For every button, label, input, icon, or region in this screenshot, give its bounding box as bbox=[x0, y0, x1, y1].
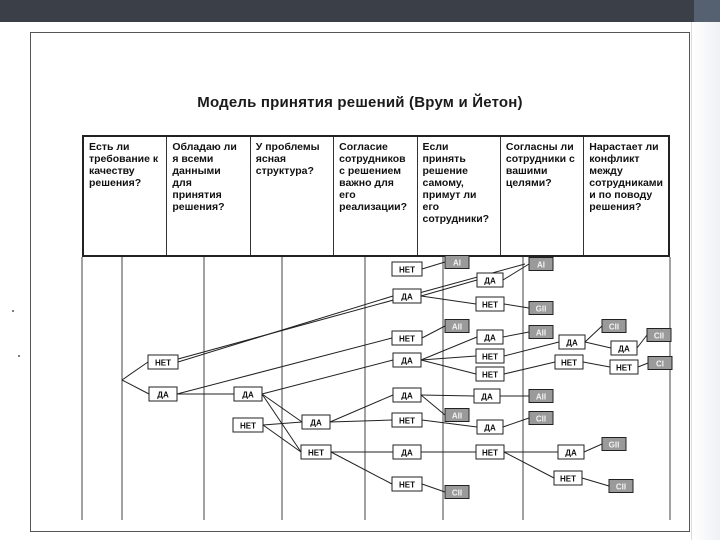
tree-branch-line bbox=[422, 484, 445, 492]
tree-branch-line bbox=[637, 335, 647, 348]
tree-branch-line bbox=[421, 395, 474, 396]
tree-branch-line bbox=[638, 363, 648, 367]
tree-branch-line bbox=[503, 418, 529, 427]
answer-label: ДА bbox=[401, 391, 413, 401]
tree-branch-line bbox=[331, 452, 392, 484]
answer-label: НЕТ bbox=[561, 358, 577, 368]
leadership-style-label: AII bbox=[535, 328, 547, 338]
scan-speck bbox=[12, 310, 14, 312]
leadership-style-label: AI bbox=[453, 258, 461, 268]
tree-branch-line bbox=[177, 338, 392, 394]
tree-branch-line bbox=[504, 452, 554, 478]
answer-label: ДА bbox=[310, 418, 322, 428]
question-5-cell: Если принять решение самому, примут ли его сотрудники? bbox=[418, 137, 501, 255]
diagram-title: Модель принятия решений (Врум и Йетон) bbox=[197, 94, 523, 111]
answer-label: НЕТ bbox=[240, 421, 256, 431]
leadership-style-label: AI bbox=[537, 260, 545, 270]
answer-label: ДА bbox=[565, 448, 577, 458]
answer-label: ДА bbox=[401, 356, 413, 366]
tree-branch-line bbox=[504, 362, 555, 374]
tree-branch-line bbox=[330, 420, 392, 422]
answer-label: ДА bbox=[242, 390, 254, 400]
tree-branch-line bbox=[422, 326, 445, 338]
tree-branch-line bbox=[421, 280, 477, 296]
leadership-style-label: CI bbox=[656, 359, 664, 369]
question-6-cell: Согласны ли сотрудники с вашими целями? bbox=[501, 137, 584, 255]
answer-label: НЕТ bbox=[482, 370, 498, 380]
tree-branch-line bbox=[421, 395, 445, 415]
tree-branch-line bbox=[585, 342, 611, 348]
answer-label: ДА bbox=[484, 276, 496, 286]
tree-branch-line bbox=[504, 304, 529, 308]
question-2-cell: Обладаю ли я всеми данными для принятия решения? bbox=[167, 137, 250, 255]
answer-label: НЕТ bbox=[482, 352, 498, 362]
answer-label: ДА bbox=[401, 292, 413, 302]
answer-label: ДА bbox=[484, 333, 496, 343]
tree-branch-line bbox=[421, 360, 476, 374]
leadership-style-label: CII bbox=[451, 488, 463, 498]
answer-label: НЕТ bbox=[482, 300, 498, 310]
question-1-cell: Есть ли требование к качеству решения? bbox=[84, 137, 167, 255]
tree-branch-line bbox=[178, 296, 393, 362]
tree-branch-line bbox=[583, 362, 610, 367]
leadership-style-label: CII bbox=[615, 482, 627, 492]
answer-label: НЕТ bbox=[482, 448, 498, 458]
question-7-cell: Нарастает ли конфликт между сотрудниками и по поводу решения? bbox=[589, 141, 664, 213]
leadership-style-label: GII bbox=[535, 304, 547, 314]
tree-branch-line bbox=[178, 264, 525, 359]
tree-branch-line bbox=[422, 262, 445, 269]
answer-label: НЕТ bbox=[155, 358, 171, 368]
answer-label: НЕТ bbox=[399, 480, 415, 490]
tree-branch-line bbox=[503, 332, 529, 337]
answer-label: ДА bbox=[484, 423, 496, 433]
scan-speck bbox=[18, 355, 20, 357]
tree-branch-line bbox=[585, 326, 602, 342]
leadership-style-label: GII bbox=[608, 440, 620, 450]
answer-label: ДА bbox=[618, 344, 630, 354]
answer-label: НЕТ bbox=[399, 416, 415, 426]
leadership-style-label: CII bbox=[535, 414, 547, 424]
answer-label: НЕТ bbox=[616, 363, 632, 373]
answer-label: ДА bbox=[157, 390, 169, 400]
tree-branch-line bbox=[584, 444, 602, 452]
answer-label: ДА bbox=[481, 392, 493, 402]
answer-label: НЕТ bbox=[399, 334, 415, 344]
answer-label: НЕТ bbox=[308, 448, 324, 458]
leadership-style-label: AII bbox=[535, 392, 547, 402]
leadership-style-label: AII bbox=[451, 411, 463, 421]
tree-branch-line bbox=[582, 478, 609, 486]
tree-branch-line bbox=[122, 380, 149, 394]
tree-branch-line bbox=[421, 296, 476, 304]
question-3-cell: У проблемы ясная структура? bbox=[251, 137, 334, 255]
leadership-style-label: AII bbox=[451, 322, 463, 332]
answer-label: ДА bbox=[566, 338, 578, 348]
answer-label: НЕТ bbox=[399, 265, 415, 275]
leadership-style-label: CII bbox=[653, 331, 665, 341]
leadership-style-label: CII bbox=[608, 322, 620, 332]
answer-label: НЕТ bbox=[560, 474, 576, 484]
question-4-cell: Согласие сотрудников с решением важно для его реализации? bbox=[334, 137, 417, 255]
tree-branch-line bbox=[504, 342, 559, 356]
tree-branch-line bbox=[122, 362, 148, 380]
answer-label: ДА bbox=[401, 448, 413, 458]
tree-branch-line bbox=[330, 395, 393, 422]
